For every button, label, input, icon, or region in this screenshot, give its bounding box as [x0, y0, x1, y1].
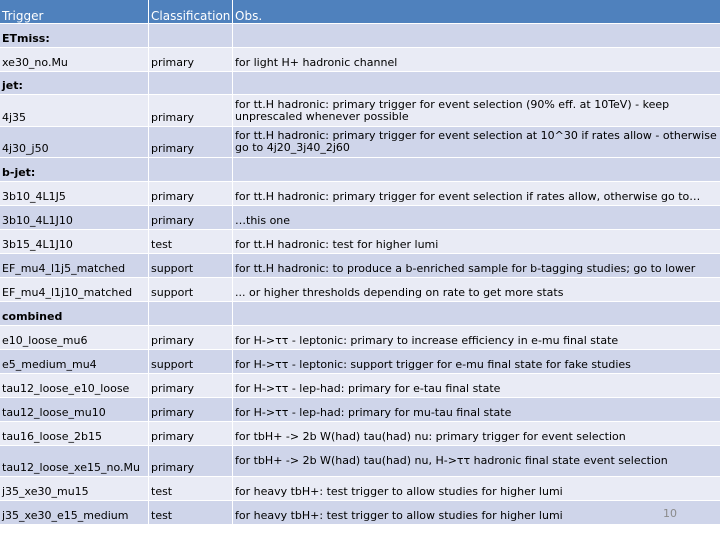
table-row	[0, 48, 720, 72]
classification-cell: primary	[148, 446, 232, 476]
obs-cell: for H->ττ - lep-had: primary for e-tau final state	[232, 374, 720, 397]
header-trigger: Trigger	[2, 9, 44, 23]
classification-cell: test	[148, 501, 232, 524]
table-header	[0, 0, 720, 24]
table-row	[0, 477, 720, 501]
table-row	[0, 398, 720, 422]
section-title: combined	[2, 310, 63, 323]
classification-cell: primary	[148, 95, 232, 126]
obs-cell: for tt.H hadronic: primary trigger for event selection if rates allow, otherwise go to…	[232, 182, 720, 205]
obs-cell: for tt.H hadronic: test for higher lumi	[232, 230, 720, 253]
classification-cell: primary	[148, 48, 232, 71]
section-row	[0, 24, 720, 48]
classification-cell: support	[148, 278, 232, 301]
obs-cell: …this one	[232, 206, 720, 229]
trigger-cell: tau12_loose_mu10	[2, 406, 106, 419]
trigger-cell: tau12_loose_xe15_no.Mu	[2, 461, 140, 474]
table-row	[0, 350, 720, 374]
trigger-cell: 3b15_4L1J10	[2, 238, 73, 251]
classification-cell: primary	[148, 374, 232, 397]
table-row	[0, 95, 720, 127]
section-title: b-jet:	[2, 166, 36, 179]
classification-cell: primary	[148, 127, 232, 157]
trigger-cell: 4j30_j50	[2, 142, 49, 155]
obs-cell: for light H+ hadronic channel	[232, 48, 720, 71]
trigger-cell: tau16_loose_2b15	[2, 430, 103, 443]
header-classification: Classification	[148, 0, 232, 23]
obs-cell: for H->ττ - leptonic: primary to increase efficiency in e-mu final state	[232, 326, 720, 349]
table-row	[0, 206, 720, 230]
section-title: jet:	[2, 79, 23, 92]
table-row	[0, 230, 720, 254]
trigger-cell: xe30_no.Mu	[2, 56, 68, 69]
table-row	[0, 446, 720, 477]
classification-cell: primary	[148, 326, 232, 349]
classification-cell: test	[148, 230, 232, 253]
obs-cell: ... or higher thresholds depending on rate to get more stats	[232, 278, 720, 301]
classification-cell: primary	[148, 398, 232, 421]
trigger-cell: 4j35	[2, 111, 27, 124]
table-row	[0, 278, 720, 302]
trigger-cell: EF_mu4_l1j5_matched	[2, 262, 126, 275]
section-title: ETmiss:	[2, 32, 50, 45]
trigger-cell: j35_xe30_e15_medium	[2, 509, 129, 522]
obs-cell: for tt.H hadronic: primary trigger for event selection (90% eff. at 10TeV) - keep unprescaled whenever possible	[232, 95, 720, 126]
slide-number: 10	[663, 507, 677, 520]
trigger-cell: tau12_loose_e10_loose	[2, 382, 130, 395]
obs-cell: for tt.H hadronic: to produce a b-enriched sample for b-tagging studies; go to lower	[232, 254, 720, 277]
trigger-cell: 3b10_4L1J5	[2, 190, 66, 203]
obs-cell: for heavy tbH+: test trigger to allow studies for higher lumi	[232, 501, 720, 524]
table-row	[0, 326, 720, 350]
trigger-cell: e5_medium_mu4	[2, 358, 97, 371]
section-row	[0, 158, 720, 182]
obs-cell: for H->ττ - leptonic: support trigger for e-mu final state for fake studies	[232, 350, 720, 373]
trigger-cell: 3b10_4L1J10	[2, 214, 73, 227]
trigger-cell: j35_xe30_mu15	[2, 485, 89, 498]
classification-cell: primary	[148, 422, 232, 445]
table-row	[0, 501, 720, 525]
classification-cell: primary	[148, 206, 232, 229]
classification-cell: support	[148, 350, 232, 373]
classification-cell: test	[148, 477, 232, 500]
table-row	[0, 374, 720, 398]
obs-cell: for tbH+ -> 2b W(had) tau(had) nu: primary trigger for event selection	[232, 422, 720, 445]
table-row	[0, 182, 720, 206]
classification-cell: primary	[148, 182, 232, 205]
obs-cell: for heavy tbH+: test trigger to allow studies for higher lumi	[232, 477, 720, 500]
classification-cell: support	[148, 254, 232, 277]
trigger-cell: EF_mu4_l1j10_matched	[2, 286, 133, 299]
obs-cell: for tt.H hadronic: primary trigger for event selection at 10^30 if rates allow - otherwise go to 4j20_3j40_2j60	[232, 127, 720, 157]
trigger-cell: e10_loose_mu6	[2, 334, 88, 347]
section-row	[0, 302, 720, 326]
table-row	[0, 254, 720, 278]
table-row	[0, 422, 720, 446]
table-row	[0, 127, 720, 158]
header-obs: Obs.	[232, 0, 720, 23]
obs-cell: for tbH+ -> 2b W(had) tau(had) nu, H->ττ hadronic final state event selection	[232, 446, 720, 476]
section-row	[0, 72, 720, 95]
obs-cell: for H->ττ - lep-had: primary for mu-tau final state	[232, 398, 720, 421]
